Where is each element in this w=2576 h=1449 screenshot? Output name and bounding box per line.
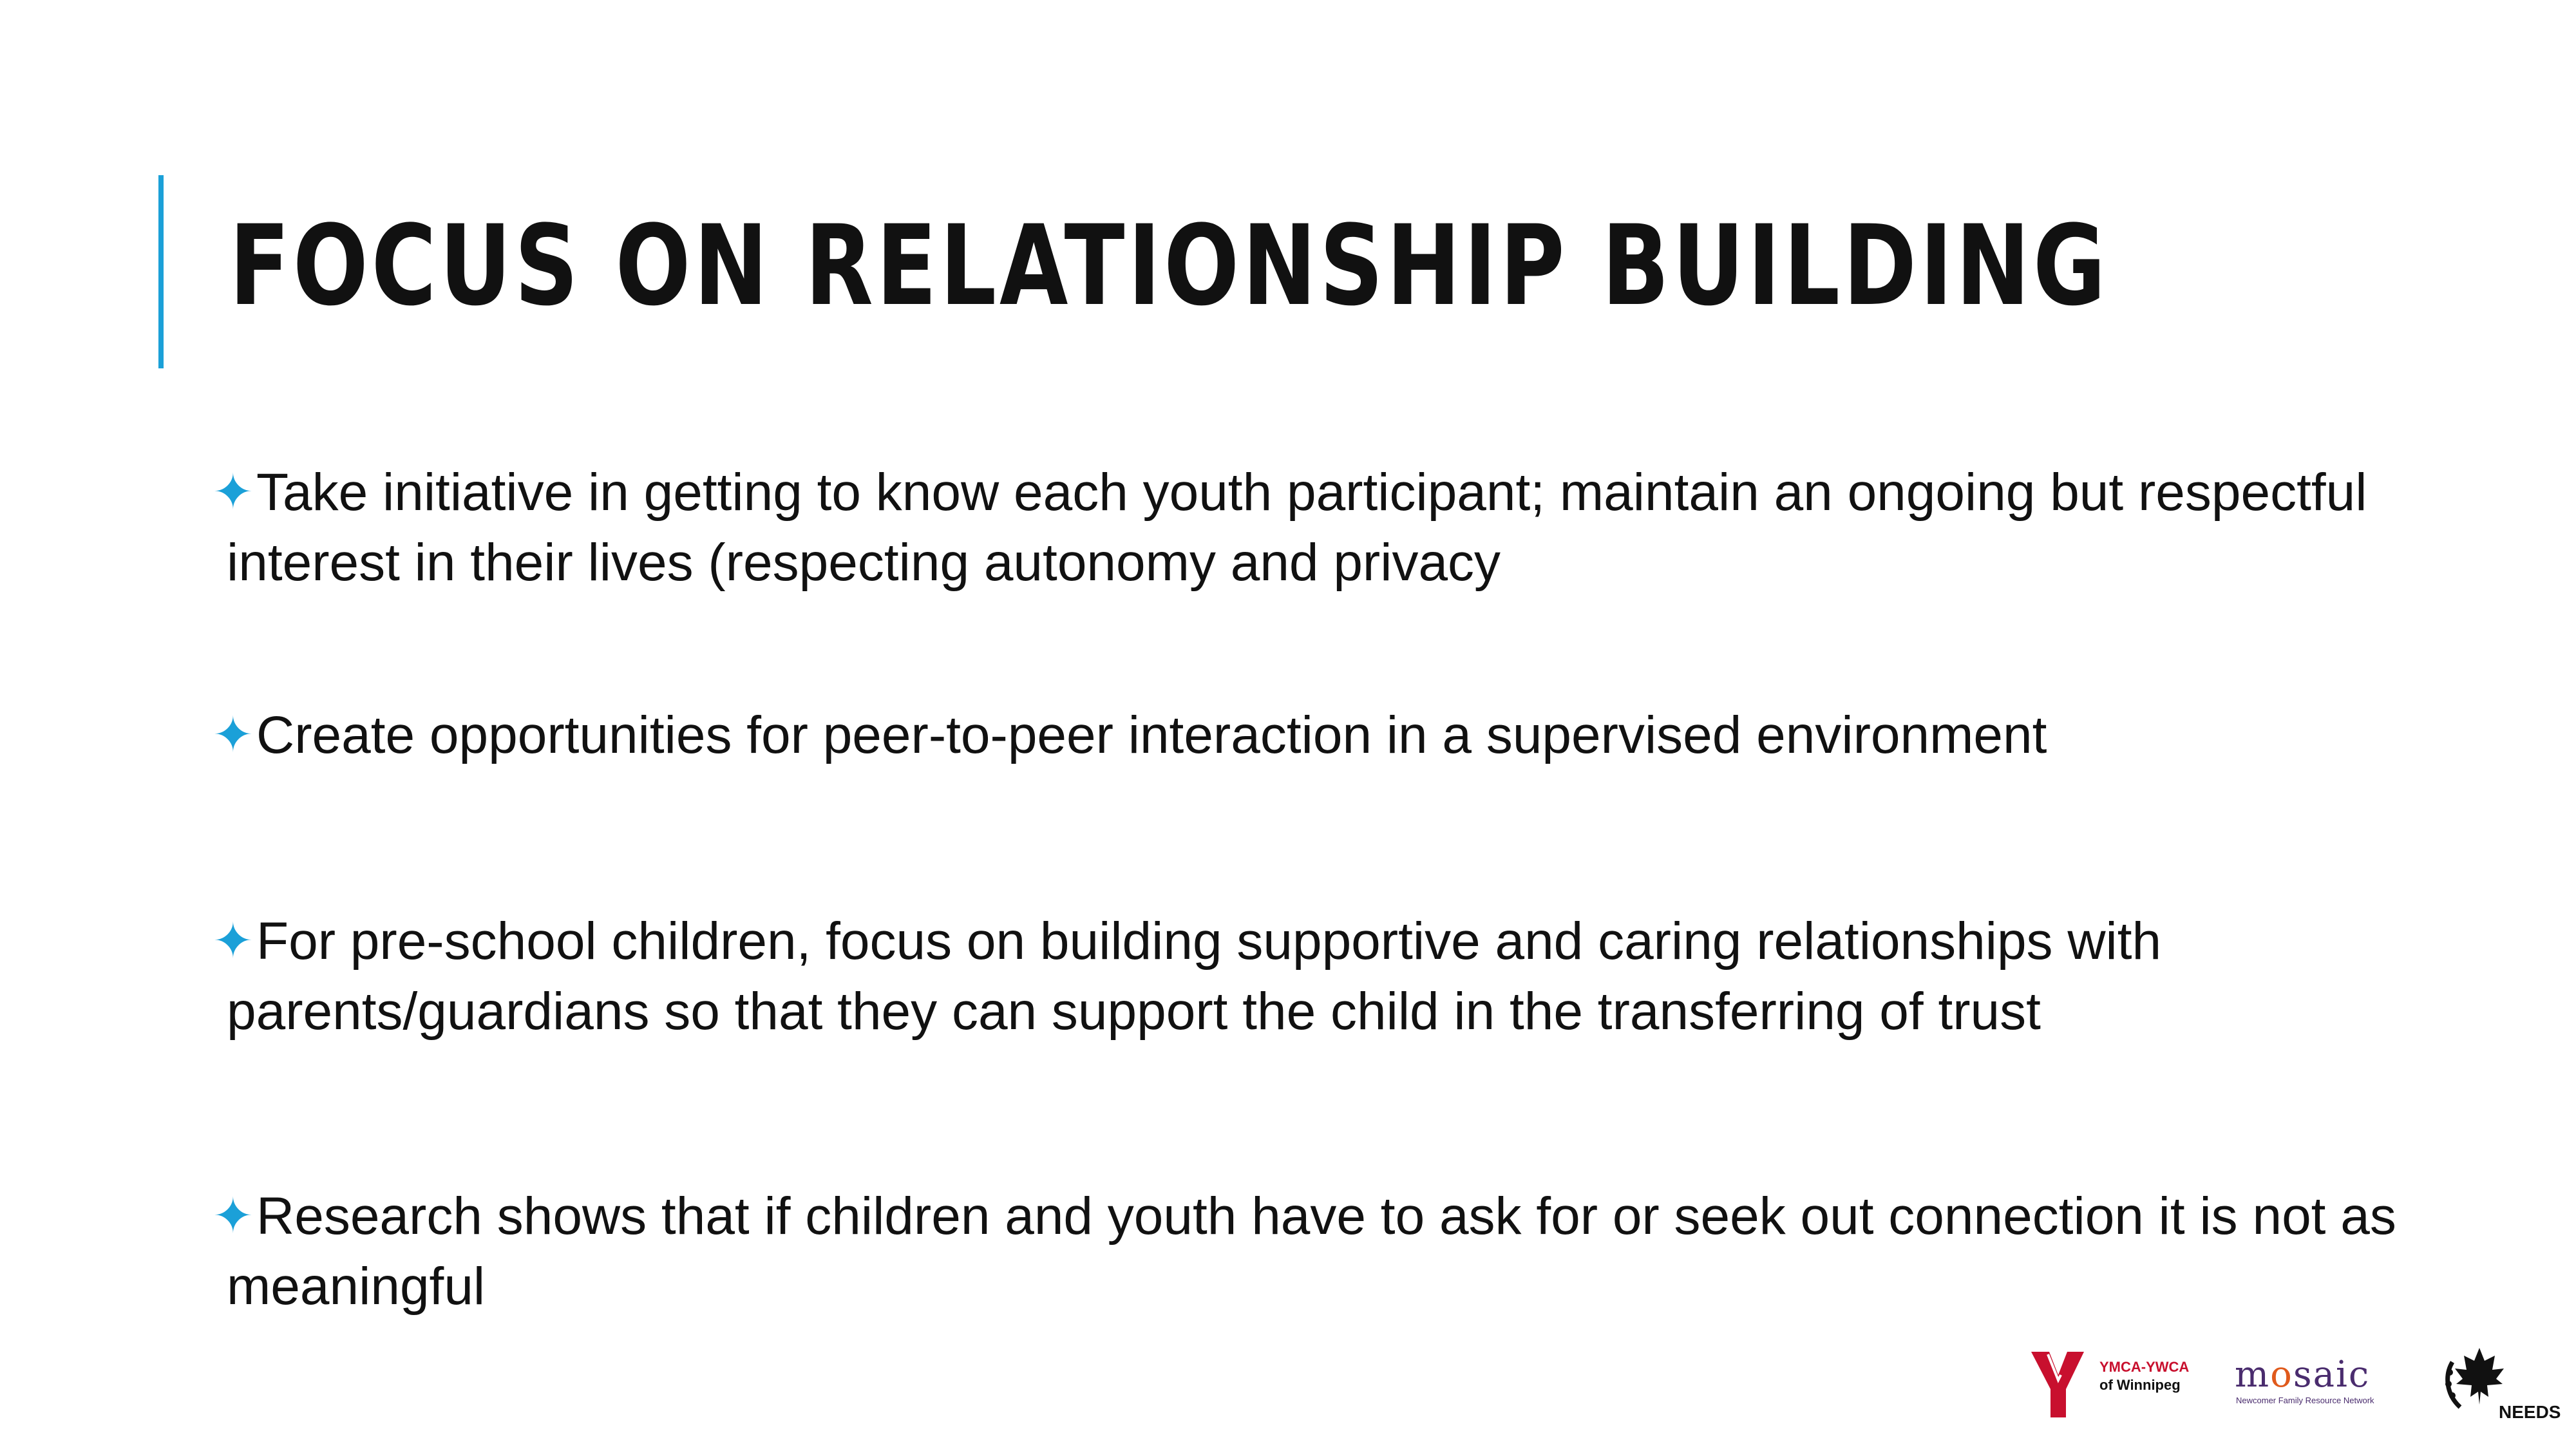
bullet-text: Research shows that if children and youth have to ask for or seek out connection it is not as meaningful <box>227 1187 2396 1316</box>
ymca-line2: of Winnipeg <box>2099 1377 2181 1393</box>
mosaic-word-end: saic <box>2293 1354 2371 1396</box>
ymca-logo <box>2029 1349 2241 1420</box>
mosaic-tagline: Newcomer Family Resource Network <box>2236 1396 2374 1405</box>
four-point-star-icon: ✦ <box>213 914 254 969</box>
slide-title: FOCUS ON RELATIONSHIP BUILDING <box>229 201 2109 330</box>
ymca-wordmark <box>2099 1358 2189 1394</box>
four-point-star-icon: ✦ <box>213 708 254 762</box>
mosaic-logo <box>2235 1356 2421 1414</box>
ymca-line1: YMCA-YWCA <box>2099 1359 2190 1375</box>
needs-wordmark: NEEDS <box>2499 1402 2561 1422</box>
mosaic-word-o: o <box>2270 1354 2293 1396</box>
mosaic-wordmark <box>2235 1356 2370 1394</box>
four-point-star-icon: ✦ <box>213 465 254 520</box>
ymca-y-icon <box>2029 1349 2087 1420</box>
bullet-item <box>213 457 2428 598</box>
mosaic-word-start: m <box>2235 1354 2271 1396</box>
needs-logo <box>2441 1343 2561 1433</box>
bullet-item <box>213 1181 2428 1321</box>
four-point-star-icon: ✦ <box>213 1189 254 1244</box>
bullet-text: For pre-school children, focus on building supportive and caring relationships with parents/guardians so that they can support the child in the transferring of trust <box>227 912 2162 1041</box>
bullet-item <box>213 906 2428 1046</box>
partner-logos <box>2029 1343 2563 1433</box>
bullet-text: Take initiative in getting to know each youth participant; maintain an ongoing but respectful interest in their lives (respecting autonomy and privacy <box>227 463 2367 592</box>
bullet-text: Create opportunities for peer-to-peer interaction in a supervised environment <box>256 706 2047 764</box>
bullet-item <box>213 700 2428 770</box>
